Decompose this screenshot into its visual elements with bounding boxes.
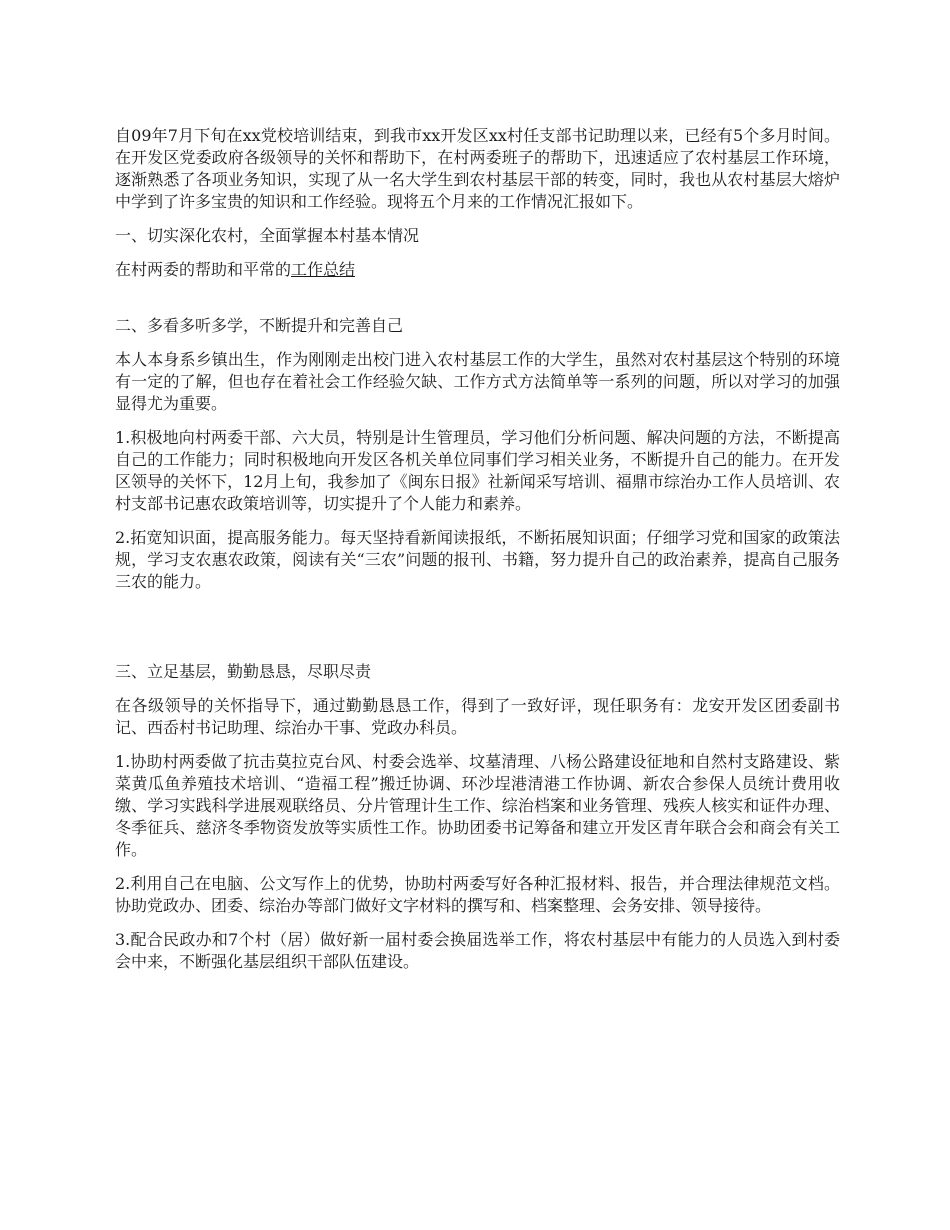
section-3-intro: 在各级领导的关怀指导下，通过勤勤恳恳工作，得到了一致好评，现任职务有：龙安开发区团委副书记、西岙村书记助理、综治办干事、党政办科员。	[115, 696, 840, 737]
intro-paragraph: 自09年7月下旬在xx党校培训结束，到我市xx开发区xx村任支部书记助理以来，已经有5个多月时间。在开发区党委政府各级领导的关怀和帮助下，在村两委班子的帮助下，迅速适应了农村基层工作环境，逐渐熟悉了各项业务知识，实现了从一名大学生到农村基层干部的转变，同时，我也从农村基层大熔炉中学到了许多宝贵的知识和工作经验。现将五个月来的工作情况汇报如下。	[115, 126, 840, 211]
section-1-text: 在村两委的帮助和平常的	[115, 260, 292, 279]
blank-space	[115, 293, 840, 315]
section-1-heading: 一、切实深化农村，全面掌握本村基本情况	[115, 226, 420, 245]
section-1-paragraph	[115, 259, 840, 281]
blank-space	[115, 605, 840, 661]
document-page	[115, 125, 840, 985]
work-summary-link[interactable]: 工作总结	[291, 260, 356, 279]
section-2-intro: 本人本身系乡镇出生，作为刚刚走出校门进入农村基层工作的大学生，虽然对农村基层这个特别的环境有一定的了解，但也存在着社会工作经验欠缺、工作方式方法简单等一系列的问题，所以对学习的加强显得尤为重要。	[115, 350, 840, 413]
section-2-heading: 二、多看多听多学，不断提升和完善自己	[115, 316, 404, 335]
section-3-item-1: 1.协助村两委做了抗击莫拉克台风、村委会选举、坟墓清理、八杨公路建设征地和自然村支路建设、紫菜黄瓜鱼养殖技术培训、“造福工程”搬迁协调、环沙埕港清港工作协调、新农合参保人员统计费用收缴、学习实践科学进展观联络员、分片管理计生工作、综治档案和业务管理、残疾人核实和证件办理、冬季征兵、慈济冬季物资发放等实质性工作。协助团委书记筹备和建立开发区青年联合会和商会有关工作。	[115, 752, 840, 859]
section-3-item-3: 3.配合民政办和7个村（居）做好新一届村委会换届选举工作，将农村基层中有能力的人员选入到村委会中来，不断强化基层组织干部队伍建设。	[115, 930, 840, 971]
section-2-item-2: 2.拓宽知识面，提高服务能力。每天坚持看新闻读报纸，不断拓展知识面；仔细学习党和国家的政策法规，学习支农惠农政策，阅读有关“三农”问题的报刊、书籍，努力提升自己的政治素养，提高自己服务三农的能力。	[115, 528, 840, 591]
section-3-item-2: 2.利用自己在电脑、公文写作上的优势，协助村两委写好各种汇报材料、报告，并合理法律规范文档。协助党政办、团委、综治办等部门做好文字材料的撰写和、档案整理、会务安排、领导接待。	[115, 874, 840, 915]
section-2-item-1: 1.积极地向村两委干部、六大员，特别是计生管理员，学习他们分析问题、解决问题的方法，不断提高自己的工作能力；同时积极地向开发区各机关单位同事们学习相关业务，不断提升自己的能力。在开发区领导的关怀下，12月上旬，我参加了《闽东日报》社新闻采写培训、福鼎市综治办工作人员培训、农村支部书记惠农政策培训等，切实提升了个人能力和素养。	[115, 428, 840, 513]
section-3-heading: 三、立足基层，勤勤恳恳，尽职尽责	[115, 662, 372, 681]
